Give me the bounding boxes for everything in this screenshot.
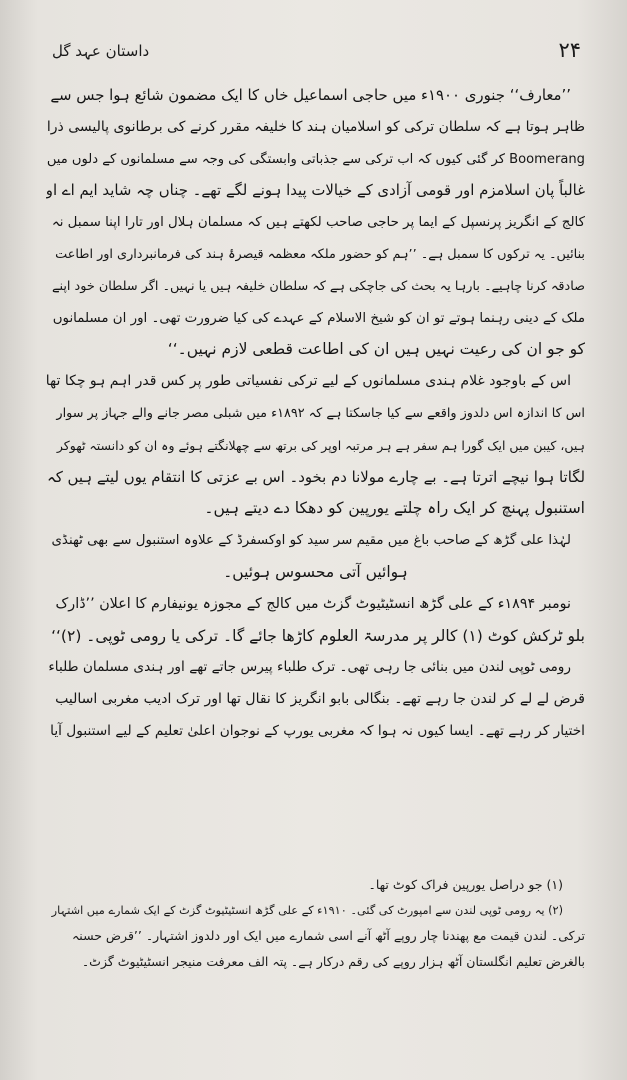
text-line: اس کے باوجود غلام ہندی مسلمانوں کے لیے ترکی نفسیاتی طور پر کس قدر اہم ہو چکا تھا	[46, 373, 571, 390]
text-line: لگاتا ہوا نیچے اترتا ہے۔ بے چارے مولانا دم بخود۔ اس بے عزتی کا انتقام یوں لیتے ہیں کہ	[46, 467, 585, 486]
text-line: اس کا اندازہ اس دلدوز واقعے سے کیا جاسکتا ہے کہ ۱۸۹۲ء میں شبلی مصر جانے والے جہاز پر سوار	[56, 405, 585, 421]
text-line: غالباً پان اسلامزم اور قومی آزادی کے خیالات پیدا ہونے لگے تھے۔ چناں چہ شاید ایم اے او	[46, 181, 585, 200]
text-line: لہٰذا علی گڑھ کے صاحب باغ میں مقیم سر سید کو اوکسفرڈ کے علاوہ استنبول سے بھی ٹھنڈی	[51, 533, 571, 549]
text-line: بنائیں۔ یہ ترکوں کا سمبل ہے۔ ’’ہم کو حضور ملکہ معظمہ قیصرۂ ہند کی فرمانبرداری اور اطاعت	[55, 246, 585, 262]
text-line: کالج کے انگریز پرنسپل کے ایما پر حاجی صاحب لکھتے ہیں کہ مسلمان ہلال اور تارا اپنا سمبل نہ	[51, 215, 585, 231]
text-line: نومبر ۱۸۹۴ء کے علی گڑھ انسٹیٹیوٹ گزٹ میں کالج کے مجوزہ یونیفارم کا اعلان ’’ڈارک	[55, 595, 571, 612]
text-line: بلو ٹرکش کوٹ (۱) کالر پر مدرسۃ العلوم کاڑھا جائے گا۔ ترکی یا رومی ٹوپی۔ (۲)‘‘	[51, 626, 585, 645]
text-line: قرض لے لے کر لندن جا رہے تھے۔ بنگالی بابو انگریز کا نقال تھا اور ترک ادیب مغربی اسالیب	[55, 691, 585, 708]
text-line: ’’معارف‘‘ جنوری ۱۹۰۰ء میں حاجی اسماعیل خاں کا ایک مضمون شائع ہوا جس سے	[50, 86, 571, 104]
text-line: صادقہ کرنا چاہیے۔ بارہا یہ بحث کی جاچکی ہے کہ سلطان خلیفہ ہیں یا نہیں۔ اگر سلطان خود اپنے	[52, 278, 585, 294]
text-line: رومی ٹوپی لندن میں بنائی جا رہی تھی۔ ترک طلباء پیرس جاتے تھے اور ہندی مسلمان طلباء	[48, 659, 571, 676]
text-line: ہیں، کیبن میں ایک گورا ہم سفر ہے ہر مرتبہ اوپر کی برتھ سے چھلانگتے ہوئے وہ ان کو دانستہ ٹھوکر	[56, 437, 585, 453]
page-number: ۲۴	[558, 38, 581, 62]
text-line: ظاہر ہوتا ہے کہ سلطان ترکی کو اسلامیان ہند کا خلیفہ مقرر کرنے کی برطانوی پالیسی ذرا	[46, 118, 585, 135]
footnote-line: (۱) جو دراصل یورپین فراک کوٹ تھا۔	[368, 877, 563, 892]
body-text	[46, 80, 585, 748]
footnote-line: ترکی۔ لندن قیمت مع پھندنا چار روپے آٹھ آنے اسی شمارے میں ایک اور دلدوز اشتہار۔ ’’قرض حسنہ	[71, 928, 585, 943]
text-line: استنبول پہنچ کر ایک راہ چلتے یورپین کو دھکا دے دیتے ہیں۔	[204, 499, 585, 518]
text-line: اختیار کر رہے تھے۔ ایسا کیوں نہ ہوا کہ مغربی یورپ کے نوجوان اعلیٰ تعلیم کے لیے استنبول آیا	[50, 722, 585, 739]
footnotes	[46, 872, 585, 974]
text-line: کو جو ان کی رعیت نہیں ہیں ان کی اطاعت قطعی لازم نہیں۔‘‘	[167, 340, 585, 359]
text-line: ملک کے دینی رہنما ہوتے تو ان کو شیخ الاسلام کے عہدے کی کیا ضرورت تھی۔ اور ان مسلمانوں	[52, 310, 585, 326]
running-title: داستان عہد گل	[52, 42, 150, 60]
page-header	[52, 38, 581, 68]
text-line: ہوائیں آتی محسوس ہوئیں۔	[223, 562, 408, 581]
text-line: Boomerang کر گئی کیوں کہ اب ترکی سے جذباتی وابستگی کی وجہ سے مسلمانوں کے دلوں میں	[46, 151, 585, 167]
footnote-line: (۲) یہ رومی ٹوپی لندن سے امپورٹ کی گئی۔ ۱۹۱۰ء کے علی گڑھ انسٹیٹیوٹ گزٹ کے ایک شمارے میں اشتہار	[51, 903, 563, 917]
footnote-line: بالغرض تعلیم انگلستان آٹھ ہزار روپے کی رقم درکار ہے۔ پتہ الف معرفت منیجر انسٹیٹیوٹ گزٹ۔	[81, 953, 585, 969]
